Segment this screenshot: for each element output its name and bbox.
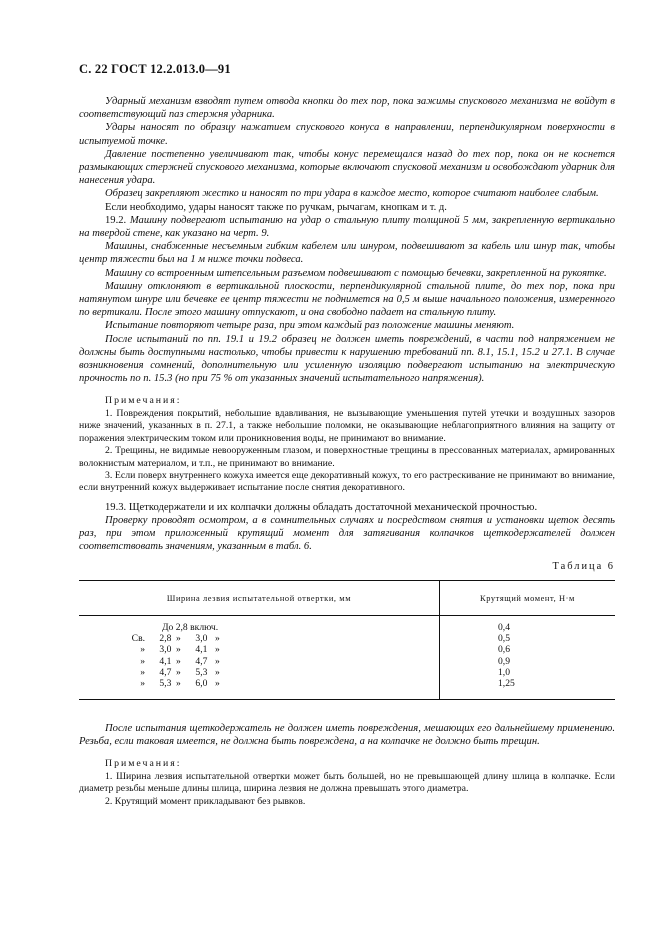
- table-cell: 0,6: [498, 644, 510, 656]
- paragraph: Машину отклоняют в вертикальной плоскости, перпендикулярной стальной плите, до тех пор, пока при натянутом шнуре или бечевке ее центр тяжести не поднимется на 0,5 м выше начального положения, измеренного по вертикали. После этого машину отпускают, и она свободно падает на стальную плиту.: [79, 280, 615, 319]
- notes-block: [79, 395, 615, 494]
- table-header-torque: Крутящий момент, Н·м: [440, 580, 616, 615]
- paragraph: Если необходимо, удары наносят также по ручкам, рычагам, кнопкам и т. д.: [105, 201, 447, 213]
- table-caption: Таблица 6: [552, 560, 615, 572]
- paragraph: Машину со встроенным штепсельным разъемом подвешивают с помощью бечевки, закрепленной на рукоятке.: [105, 267, 607, 279]
- section-number: 19.3.: [105, 501, 127, 513]
- paragraph: После испытаний по пп. 19.1 и 19.2 образец не должен иметь повреждений, в части под напряжением не должны быть доступными настолько, чтобы привести к нарушению требований пп. 8.1, 15.1, 15.2 и 27.1. В случае возникновения сомнений, дополнительную или усиленную изоляцию подвергают испытанию на электрическую прочность по п. 15.3 (но при 75 % от указанных значений испытательного напряжения).: [79, 333, 615, 385]
- table-cell: 0,4: [498, 621, 510, 633]
- table-header-blade-width: Ширина лезвия испытательной отвертки, мм: [79, 580, 440, 615]
- notes-block: [79, 758, 615, 808]
- paragraph: Проверку проводят осмотром, а в сомнительных случаях и посредством снятия и установки щеток десять раз, при этом приложенный крутящий момент для затягивания колпачков щеткодержателей должен соответствовать значениям, указанным в табл. 6.: [79, 514, 615, 553]
- paragraph: Образец закрепляют жестко и наносят по три удара в каждое место, которое считают наиболее слабым.: [105, 188, 599, 200]
- paragraph: Давление постепенно увеличивают так, чтобы конус перемещался назад до тех пор, пока он не коснется размыкающих стержней спускового механизма, которые включают спусковой механизм и освобождают ударник для нанесения удара.: [79, 148, 615, 187]
- note-item: 2. Крутящий момент прикладывают без рывков.: [105, 795, 306, 807]
- table-cell: » 3,0 » 4,1 »: [140, 644, 220, 656]
- paragraph: Ударный механизм взводят путем отвода кнопки до тех пор, пока зажимы спускового механизма не войдут в соответствующий паз стержня ударника.: [79, 96, 615, 121]
- table-cell: 1,0: [498, 666, 510, 678]
- note-item: 1. Повреждения покрытий, небольшие вдавливания, не вызывающие уменьшения путей утечки и воздушных зазоров ниже значений, указанных в п. 27.1, а также небольшие поломки, не оказывающие неблагоприятного влияния на защиту от поражения электрическим током или проникновения воды, не принимают во внимание.: [79, 407, 615, 444]
- note-item: 2. Трещины, не видимые невооруженным глазом, и поверхностные трещины в прессованных материалах, армированных волокнистым материалом, и т.п., не принимают во внимание.: [79, 445, 615, 469]
- paragraph: Испытание повторяют четыре раза, при этом каждый раз положение машины меняют.: [105, 320, 515, 332]
- table-cell: 0,9: [498, 655, 510, 667]
- paragraph: После испытания щеткодержатель не должен иметь повреждения, мешающих его дальнейшему применению. Резьба, если таковая имеется, не должна быть повреждена, а на колпачке не должно быть трещин.: [79, 722, 615, 748]
- table-cell: » 4,7 » 5,3 »: [140, 666, 220, 678]
- document-body: [79, 95, 615, 808]
- page-header: С. 22 ГОСТ 12.2.013.0—91: [79, 62, 231, 76]
- table-6: [79, 580, 615, 700]
- blade-width-column: [79, 615, 440, 699]
- section-number: 19.2.: [105, 214, 127, 226]
- notes-title: Примечания:: [105, 395, 182, 407]
- table-cell: » 5,3 » 6,0 »: [140, 677, 220, 689]
- table-cell: 1,25: [498, 677, 515, 689]
- paragraph-19-3: [79, 501, 615, 514]
- note-item: 3. Если поверх внутреннего кожуха имеется еще декоративный кожух, то его растрескивание не принимают во внимание, если внутренний кожух выдерживает испытание после снятия декоративного.: [79, 469, 615, 494]
- table-cell: » 4,1 » 4,7 »: [140, 655, 220, 667]
- paragraph-19-2: [79, 214, 615, 240]
- paragraph: Удары наносят по образцу нажатием спускового конуса в направлении, перпендикулярном поверхности в испытуемой точке.: [79, 122, 615, 147]
- paragraph-text: Машину подвергают испытанию на удар о стальную плиту толщиной 5 мм, закрепленную вертикально на твердой стене, как указано на черт. 9.: [79, 214, 616, 240]
- table-cell: До 2,8 включ.: [162, 621, 219, 633]
- note-item: 1. Ширина лезвия испытательной отвертки может быть большей, но не превышающей длину шлица в колпачке. Если диаметр резьбы меньше длины шлица, ширина лезвия не должна превышать этого диаметра.: [79, 770, 615, 795]
- table-cell: Св. 2,8 » 3,0 »: [131, 633, 220, 645]
- paragraph-text: Щеткодержатели и их колпачки должны обладать достаточной механической прочностью.: [128, 501, 538, 513]
- notes-title: Примечания:: [105, 758, 182, 770]
- paragraph: Машины, снабженные несъемным гибким кабелем или шнуром, подвешивают за кабель или шнур так, чтобы центр тяжести был на 1 м ниже точки подвеса.: [79, 241, 615, 266]
- table-cell: 0,5: [498, 633, 510, 645]
- torque-column: [440, 615, 616, 699]
